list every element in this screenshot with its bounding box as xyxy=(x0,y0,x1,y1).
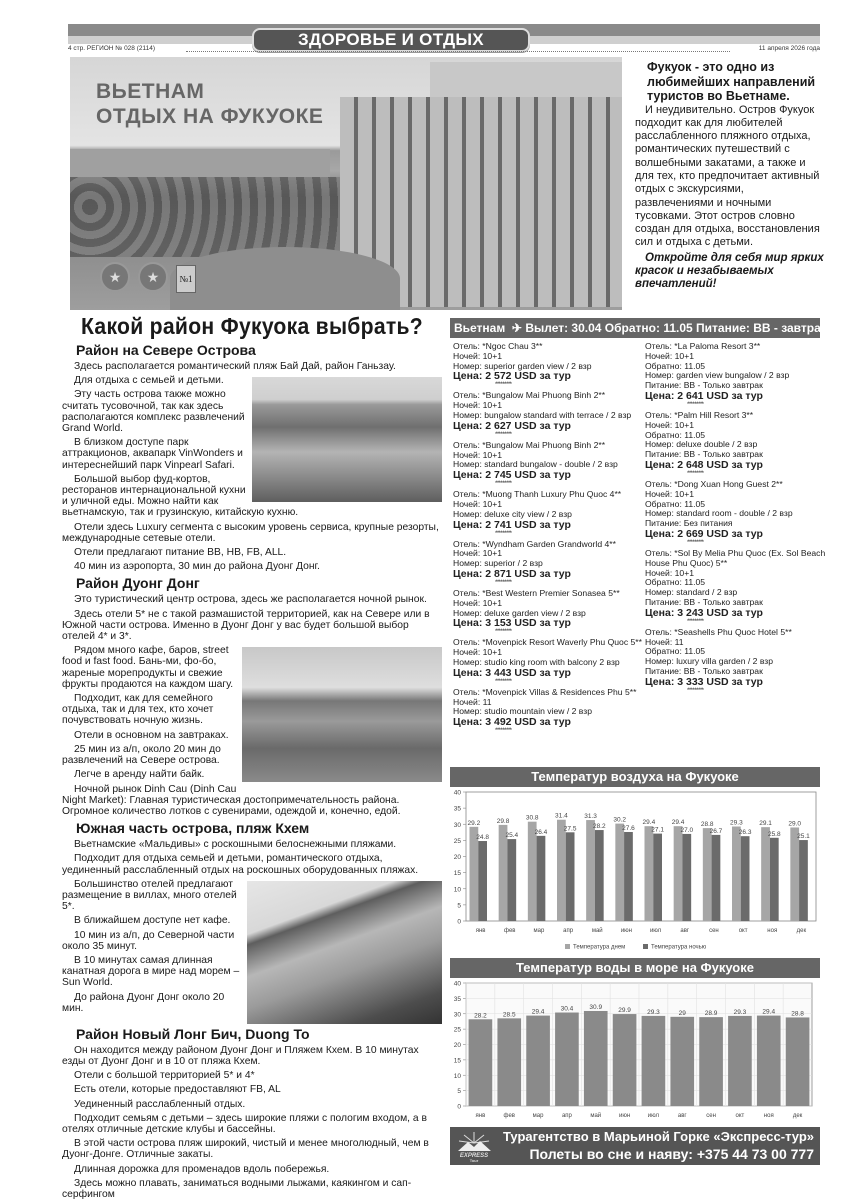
tour-offer xyxy=(645,411,830,477)
bar-water xyxy=(613,1014,637,1106)
x-tick-label: янв xyxy=(475,928,486,934)
data-label: 29.0 xyxy=(788,820,802,828)
bar-night xyxy=(624,832,633,921)
offer-room: Номер: garden view bungalow / 2 взр xyxy=(645,370,790,381)
y-tick-label: 20 xyxy=(453,854,461,861)
offer-hotel: Отель: *Dong Xuan Hong Guest 2** xyxy=(645,478,783,489)
tour-offer xyxy=(453,540,643,586)
data-label: 29.8 xyxy=(496,817,510,825)
x-tick-label: авг xyxy=(677,1113,687,1119)
y-tick-label: 10 xyxy=(453,886,461,894)
x-tick-label: дек xyxy=(796,928,807,934)
paragraph: Подходит для отдыха семьей и детьми, романтического отдыха, уединенный расслабленный отдых на роскошных оборудованных пляжах. xyxy=(62,853,419,876)
paragraph: Есть отели, которые предоставляют FB, AL xyxy=(74,1084,281,1096)
data-label: 25.8 xyxy=(767,830,781,838)
data-label: 27.5 xyxy=(563,825,577,833)
bar-water xyxy=(584,1011,608,1106)
bar-night xyxy=(566,832,575,921)
paragraph: Большой выбор фуд-кортов, ресторанов интернациональной кухни и уличной еды. Можно найти как вьетнамскую, так и грузинскую, китайскую кухню. xyxy=(62,473,299,519)
y-tick-label: 5 xyxy=(457,902,461,910)
hero-pool xyxy=(170,247,400,310)
offer-price: Цена: 3 153 USD за тур xyxy=(453,617,571,630)
offer-separator: ********* xyxy=(687,618,704,625)
paragraph: Эту часть острова также можно считать тусовочной, так как здесь располагаются комплекс развлечений Grand World. xyxy=(62,389,245,435)
x-tick-label: ноя xyxy=(763,1113,774,1119)
mountain-sun-logo-icon xyxy=(454,1129,494,1163)
dotted-leader xyxy=(186,51,730,52)
intro-body: И неудивительно. Остров Фукуок подходит как для любителей расслабленного пляжного отдыха, романтических путешествий с волшебными закатами, а также и для тех, кто предпочитает активный отдых с экскурсиями, развлечениями и ночными тусовками. Этот остров словно создан для отдыха, восстановления сил и отдыха с детьми. xyxy=(635,103,820,249)
bar-day xyxy=(528,822,537,921)
x-tick-label: сен xyxy=(706,1113,716,1119)
bar-day xyxy=(557,820,566,921)
x-tick-label: ноя xyxy=(767,928,778,934)
bar-day xyxy=(732,827,741,921)
offer-nights: Ночей: 10+1 xyxy=(645,419,694,430)
offer-separator: ********* xyxy=(495,728,512,735)
x-tick-label: окт xyxy=(735,1113,745,1119)
offer-nights: Ночей: 10+1 xyxy=(645,488,694,499)
paragraph: Отели с большой территорией 5* и 4* xyxy=(74,1070,255,1082)
x-tick-label: дек xyxy=(792,1113,803,1119)
offer-price: Цена: 3 333 USD за тур xyxy=(645,675,763,688)
tour-offer xyxy=(453,391,643,437)
y-tick-label: 35 xyxy=(453,805,461,813)
offer-room: Номер: studio mountain view / 2 взр xyxy=(453,706,592,717)
hero-sea xyxy=(70,149,330,177)
x-tick-label: июн xyxy=(620,928,633,934)
offer-hotel: Отель: *Palm Hill Resort 3** xyxy=(645,409,754,420)
offer-hotel: Отель: *Ngoc Chau 3** xyxy=(453,341,543,351)
logo-text: EXPRESS xyxy=(459,1153,489,1159)
offer-nights: Ночей: 11 xyxy=(453,696,492,707)
y-tick-label: 30 xyxy=(453,1011,461,1019)
air-temp-chart xyxy=(450,788,820,953)
offer-separator: ********* xyxy=(495,530,512,537)
paragraph: Отели в основном на завтраках. xyxy=(74,729,229,741)
paragraph: Отели здесь Luxury сегмента с высоким уровень сервиса, крупные резорты, международные сетевые отели. xyxy=(62,521,439,544)
x-tick-label: июл xyxy=(647,1113,660,1119)
bar-water xyxy=(555,1013,579,1106)
water-temp-chart-title: Температур воды в море на Фукуоке xyxy=(450,958,820,978)
tour-details: Вылет: 30.04 Обратно: 11.05 Питание: BB - завтраки xyxy=(525,321,835,335)
paragraph: Здесь можно плавать, заниматься водными лыжами, каякингом и сап-серфингом xyxy=(62,1177,412,1200)
legend-label: Температура днем xyxy=(573,944,626,951)
y-tick-label: 0 xyxy=(457,1103,461,1111)
bar-water xyxy=(526,1016,550,1106)
paragraph: Легче в аренду найти байк. xyxy=(74,769,205,781)
y-tick-label: 40 xyxy=(453,789,461,797)
x-tick-label: май xyxy=(591,928,603,934)
data-label: 29.4 xyxy=(671,819,685,827)
section-heading: Район Новый Лонг Бич, Duong To xyxy=(76,1025,310,1042)
bar-night xyxy=(741,836,750,921)
paragraph: Вьетнамские «Мальдивы» с роскошными белоснежными пляжами. xyxy=(74,839,397,851)
intro-text xyxy=(635,60,825,292)
offer-price: Цена: 3 492 USD за тур xyxy=(453,716,571,729)
offer-nights: Ночей: 10+1 xyxy=(453,498,502,509)
paragraph: Большинство отелей предлагают размещение в виллах, много отелей 5*. xyxy=(62,878,237,913)
x-tick-label: апр xyxy=(563,928,574,934)
data-label: 31.3 xyxy=(584,813,597,821)
data-label: 28.2 xyxy=(474,1012,487,1020)
tour-offer xyxy=(453,638,643,684)
offer-meal: Питание: BB - Только завтрак xyxy=(645,596,763,607)
offer-price: Цена: 2 745 USD за тур xyxy=(453,469,571,482)
x-tick-label: фев xyxy=(504,928,516,934)
x-tick-label: сен xyxy=(709,928,719,934)
paragraph: 40 мин из аэропорта, 30 мин до района Дуонг Донг. xyxy=(74,561,320,573)
data-label: 25.4 xyxy=(505,832,519,840)
bar-water xyxy=(757,1016,781,1106)
offer-room: Номер: deluxe city view / 2 взр xyxy=(453,508,572,519)
ad-agency-line: Турагентство в Марьиной Горке «Экспресс-тур» xyxy=(502,1129,814,1144)
paragraph: Он находится между районом Дуонг Донг и Пляжем Кхем. В 10 минутах езды от Дуонг Донг и в 10 от пляжа Кхем. xyxy=(62,1044,419,1067)
tour-list-column-2 xyxy=(645,342,830,697)
tour-list-column-1 xyxy=(453,342,643,737)
offer-hotel: Отель: *Wyndham Garden Grandworld 4** xyxy=(453,538,616,549)
data-label: 30.2 xyxy=(613,816,627,824)
legend-swatch xyxy=(565,944,570,949)
article xyxy=(62,312,442,1200)
offer-separator: ********* xyxy=(687,470,704,477)
offer-hotel: Отель: *Bungalow Mai Phuong Binh 2** xyxy=(453,439,606,450)
paragraph: Для отдыха с семьей и детьми. xyxy=(74,375,224,387)
offer-nights: Ночей: 10+1 xyxy=(453,449,502,460)
offer-separator: ********* xyxy=(495,431,512,438)
x-tick-label: янв xyxy=(475,1113,486,1119)
paragraph: Это туристический центр острова, здесь же располагается ночной рынок. xyxy=(74,594,427,606)
bar-water xyxy=(786,1017,810,1106)
y-tick-label: 10 xyxy=(453,1072,461,1080)
tour-offer xyxy=(645,342,830,408)
offer-return: Обратно: 11.05 xyxy=(645,498,706,509)
paragraph: В близком доступе парк аттракционов, аквапарк VinWonders и интереснейший парк Vinpearl Safari. xyxy=(62,437,243,471)
offer-hotel: Отель: *Best Western Premier Sonasea 5** xyxy=(453,587,620,598)
offer-room: Номер: superior garden view / 2 взр xyxy=(453,360,592,371)
hero-title-line2: ОТДЫХ НА ФУКУОКЕ xyxy=(96,105,324,128)
offer-room: Номер: luxury villa garden / 2 взр xyxy=(645,656,774,667)
offer-nights: Ночей: 10+1 xyxy=(453,350,502,361)
offer-price: Цена: 2 669 USD за тур xyxy=(645,527,763,540)
air-temp-chart-svg xyxy=(450,788,820,953)
bar-night xyxy=(770,838,779,921)
air-temp-chart-title: Температур воздуха на Фукуоке xyxy=(450,767,820,787)
bar-day xyxy=(645,826,654,921)
plane-icon: ✈ xyxy=(511,321,522,335)
ad-phone-line: Полеты во сне и наяву: +375 44 73 00 777 xyxy=(529,1146,814,1162)
y-tick-label: 15 xyxy=(453,1057,461,1065)
data-label: 28.8 xyxy=(791,1010,804,1018)
offer-meal: Питание: BB - Только завтрак xyxy=(645,665,763,676)
paragraph: Длинная дорожка для променадов вдоль побережья. xyxy=(74,1163,330,1175)
data-label: 29.3 xyxy=(733,1008,747,1016)
bar-day xyxy=(761,827,770,921)
offer-separator: ********* xyxy=(495,481,512,488)
data-label: 29.2 xyxy=(467,819,481,827)
tour-offer xyxy=(453,490,643,536)
offer-meal: Питание: BB - Только завтрак xyxy=(645,449,763,460)
tour-offer xyxy=(453,441,643,487)
paragraph: 25 мин из а/п, около 20 мин до развлечений на Севере острова. xyxy=(62,743,221,767)
y-tick-label: 25 xyxy=(453,1026,461,1034)
hero-title-line1: ВЬЕТНАМ xyxy=(96,80,205,103)
hero-title xyxy=(96,79,323,129)
offer-nights: Ночей: 10+1 xyxy=(453,597,502,608)
bar-water xyxy=(728,1016,752,1106)
data-label: 26.7 xyxy=(709,827,723,835)
tour-offer xyxy=(645,549,830,625)
water-temp-chart xyxy=(450,979,820,1124)
data-label: 25.1 xyxy=(797,833,810,841)
y-tick-label: 15 xyxy=(453,870,461,878)
x-tick-label: май xyxy=(590,1113,602,1119)
tour-offer xyxy=(453,688,643,734)
offer-meal: Питание: Без питания xyxy=(645,518,733,529)
offer-return: Обратно: 11.05 xyxy=(645,646,706,657)
offer-separator: ********* xyxy=(687,687,704,694)
water-temp-chart-svg xyxy=(450,979,820,1124)
paragraph: Отели предлагают питание BB, HB, FB, ALL. xyxy=(74,547,287,559)
travel-agency-ad xyxy=(450,1127,820,1165)
offer-separator: ********* xyxy=(495,629,512,636)
offer-separator: ********* xyxy=(495,382,512,389)
bar-water xyxy=(670,1017,694,1106)
award-star-icon: ★ xyxy=(138,262,168,292)
data-label: 28.2 xyxy=(592,823,606,831)
intro-closing: Откройте для себя мир ярких красок и незабываемых впечатлений! xyxy=(635,251,824,291)
x-tick-label: авг xyxy=(680,928,690,934)
offer-price: Цена: 2 572 USD за тур xyxy=(453,370,571,383)
logo-subtext: Tour xyxy=(469,1158,479,1163)
offer-nights: Ночей: 11 xyxy=(645,636,684,647)
data-label: 29 xyxy=(678,1009,686,1017)
tour-offer xyxy=(645,628,830,694)
section-heading: Южная часть острова, пляж Кхем xyxy=(76,820,310,837)
data-label: 24.8 xyxy=(476,834,489,842)
offer-meal: Питание: BB - Только завтрак xyxy=(645,380,763,391)
data-label: 28.9 xyxy=(704,1010,718,1018)
data-label: 29.4 xyxy=(642,819,656,827)
offer-nights: Ночей: 10+1 xyxy=(645,567,694,578)
section-title: ЗДОРОВЬЕ И ОТДЫХ xyxy=(252,28,530,52)
offer-return: Обратно: 11.05 xyxy=(645,577,706,588)
bar-water xyxy=(497,1018,521,1106)
offer-room: Номер: superior / 2 взр xyxy=(453,558,543,569)
bar-day xyxy=(674,826,683,921)
offer-return: Обратно: 11.05 xyxy=(645,429,706,440)
legend-label: Температура ночью xyxy=(651,944,707,951)
bar-water xyxy=(642,1016,666,1106)
x-tick-label: июл xyxy=(649,928,662,934)
paragraph: 10 мин из а/п, до Северной части около 35 минут. xyxy=(62,929,235,952)
x-tick-label: мар xyxy=(533,928,545,934)
offer-room: Номер: standard / 2 взр xyxy=(645,587,738,598)
offer-price: Цена: 2 648 USD за тур xyxy=(645,458,763,471)
offer-price: Цена: 2 627 USD за тур xyxy=(453,419,571,432)
x-tick-label: мар xyxy=(532,1113,544,1119)
paragraph: Здесь отели 5* не с такой размашистой территорией, как на Севере или в Южной части острова. Именно в Дуонг Донг у вас будет большой выбор отелей 4* и 3*. xyxy=(62,608,430,643)
offer-nights: Ночей: 10+1 xyxy=(453,548,502,559)
bar-water xyxy=(699,1017,723,1106)
data-label: 27.6 xyxy=(622,824,635,832)
y-tick-label: 25 xyxy=(453,837,461,845)
page-info: 4 стр. РЕГИОН № 028 (2114) xyxy=(68,45,156,52)
bar-day xyxy=(499,825,508,921)
data-label: 27.1 xyxy=(651,826,664,834)
paragraph: Рядом много кафе, баров, street food и fast food. Бань-ми, фо-бо, жареные морепродукты и свежие фрукты продаются на каждом шагу. xyxy=(62,645,234,690)
offer-room: Номер: standard room - double / 2 взр xyxy=(645,508,793,519)
offer-hotel: Отель: *La Paloma Resort 3** xyxy=(645,341,761,351)
y-tick-label: 35 xyxy=(453,995,461,1003)
data-label: 28.5 xyxy=(502,1011,516,1019)
page-meta xyxy=(68,45,820,55)
data-label: 26.3 xyxy=(738,829,752,837)
x-tick-label: июн xyxy=(618,1113,631,1119)
issue-date: 11 апреля 2026 года xyxy=(758,45,820,52)
data-label: 30.4 xyxy=(560,1005,574,1013)
north-resort-photo xyxy=(252,377,442,502)
number-one-badge: №1 xyxy=(176,265,196,293)
offer-hotel: Отель: *Seashells Phu Quoc Hotel 5** xyxy=(645,626,792,637)
bar-night xyxy=(507,839,516,921)
section-heading: Район Дуонг Донг xyxy=(76,575,200,592)
offer-room: Номер: studio king room with balcony 2 взр xyxy=(453,656,620,667)
data-label: 29.3 xyxy=(647,1008,660,1016)
x-tick-label: окт xyxy=(738,928,748,934)
paragraph: Подходит, как для семейного отдыха, так и для тех, кто хочет почувствовать ночную жизнь. xyxy=(62,693,214,727)
offer-price: Цена: 2 871 USD за тур xyxy=(453,567,571,580)
bar-day xyxy=(790,827,799,921)
tour-offer xyxy=(645,480,830,546)
offer-hotel: Отель: *Sol By Melia Phu Quoc (Ex. Sol Beach House Phu Quoc) 5** xyxy=(645,547,826,568)
data-label: 28.8 xyxy=(700,821,714,829)
offer-separator: ********* xyxy=(687,401,704,408)
data-label: 29.4 xyxy=(531,1008,545,1016)
y-tick-label: 30 xyxy=(453,821,461,829)
bar-day xyxy=(615,824,624,921)
offer-nights: Ночей: 10+1 xyxy=(453,647,502,658)
data-label: 29.1 xyxy=(759,820,772,828)
paragraph: В этой части острова пляж широкий, чистый и менее многолюдный, чем в Дуонг-Донге. Отличные закаты. xyxy=(62,1138,429,1161)
paragraph: Уединенный расслабленный отдых. xyxy=(74,1098,246,1110)
bar-night xyxy=(799,840,808,921)
offer-return: Обратно: 11.05 xyxy=(645,360,706,371)
bar-night xyxy=(595,830,604,921)
intro-headline: Фукуок - это одно из любимейших направлений туристов во Вьетнаме. xyxy=(647,60,816,103)
offer-hotel: Отель: *Bungalow Mai Phuong Binh 2** xyxy=(453,390,606,401)
duong-dong-hotel-photo xyxy=(242,647,442,782)
bar-water xyxy=(469,1019,493,1106)
section-heading: Район на Севере Острова xyxy=(76,342,256,358)
bar-day xyxy=(703,828,712,921)
offer-hotel: Отель: *Muong Thanh Luxury Phu Quoc 4** xyxy=(453,489,622,500)
paragraph: Здесь располагается романтический пляж Бай Дай, район Ганьзау. xyxy=(74,361,396,372)
offer-hotel: Отель: *Movenpick Villas & Residences Phu 5** xyxy=(453,686,637,697)
khem-beach-photo xyxy=(247,881,442,1024)
article-title: Какой район Фукуока выбрать? xyxy=(80,313,424,339)
data-label: 29.4 xyxy=(762,1008,776,1016)
bar-night xyxy=(712,835,721,921)
data-label: 29.9 xyxy=(618,1007,631,1015)
hero-palms xyxy=(70,177,340,257)
offer-price: Цена: 3 443 USD за тур xyxy=(453,666,571,679)
offer-room: Номер: standard bungalow - double / 2 взр xyxy=(453,459,618,470)
y-tick-label: 5 xyxy=(457,1088,461,1096)
offer-nights: Ночей: 10+1 xyxy=(453,400,502,411)
data-label: 31.4 xyxy=(555,812,568,820)
offer-price: Цена: 3 243 USD за тур xyxy=(645,606,763,619)
x-tick-label: фев xyxy=(503,1113,515,1119)
offer-separator: ********* xyxy=(495,579,512,586)
bar-night xyxy=(682,834,691,921)
paragraph: До района Дуонг Донг около 20 мин. xyxy=(62,991,225,1014)
data-label: 27.0 xyxy=(680,826,694,834)
offer-price: Цена: 2 741 USD за тур xyxy=(453,518,571,531)
paragraph: Ночной рынок Dinh Cau (Dinh Cau Night Market): Главная туристическая достопримечательность района. Огромное количество лотков с сувенирами, одеждой и, конечно, едой. xyxy=(62,783,401,817)
legend-swatch xyxy=(643,944,648,949)
y-tick-label: 0 xyxy=(457,918,461,926)
bar-night xyxy=(478,841,487,921)
offer-separator: ********* xyxy=(495,678,512,685)
hero-photo xyxy=(70,57,622,310)
paragraph: В ближайшем доступе нет кафе. xyxy=(74,915,231,927)
offer-room: Номер: deluxe double / 2 взр xyxy=(645,439,758,450)
offer-room: Номер: deluxe garden view / 2 взр xyxy=(453,607,586,618)
offer-room: Номер: bungalow standard with terrace / 2 взр xyxy=(453,409,632,420)
tour-country: Вьетнам xyxy=(454,321,506,335)
y-tick-label: 20 xyxy=(453,1042,461,1049)
tour-offer xyxy=(453,589,643,635)
tour-offer xyxy=(453,342,643,388)
bar-night xyxy=(653,834,662,921)
data-label: 30.9 xyxy=(589,1003,603,1011)
data-label: 26.4 xyxy=(534,828,548,836)
paragraph: Подходит семьям с детьми – здесь широкие пляжи с пологим входом, а в отелях отличные детские клубы и бассейны. xyxy=(62,1112,427,1135)
offer-nights: Ночей: 10+1 xyxy=(645,350,694,361)
offer-separator: ********* xyxy=(687,539,704,546)
offer-price: Цена: 2 641 USD за тур xyxy=(645,389,763,402)
x-tick-label: апр xyxy=(561,1113,572,1119)
tour-info-bar xyxy=(450,318,835,338)
data-label: 29.3 xyxy=(730,819,743,827)
award-star-icon: ★ xyxy=(100,262,130,292)
bar-night xyxy=(537,836,546,921)
bar-day xyxy=(586,820,595,921)
y-tick-label: 40 xyxy=(453,980,461,988)
paragraph: В 10 минутах самая длинная канатная дорога в мире над морем – Sun World. xyxy=(62,954,240,989)
data-label: 30.8 xyxy=(525,814,539,822)
offer-hotel: Отель: *Movenpick Resort Waverly Phu Quoc 5** xyxy=(453,637,642,648)
